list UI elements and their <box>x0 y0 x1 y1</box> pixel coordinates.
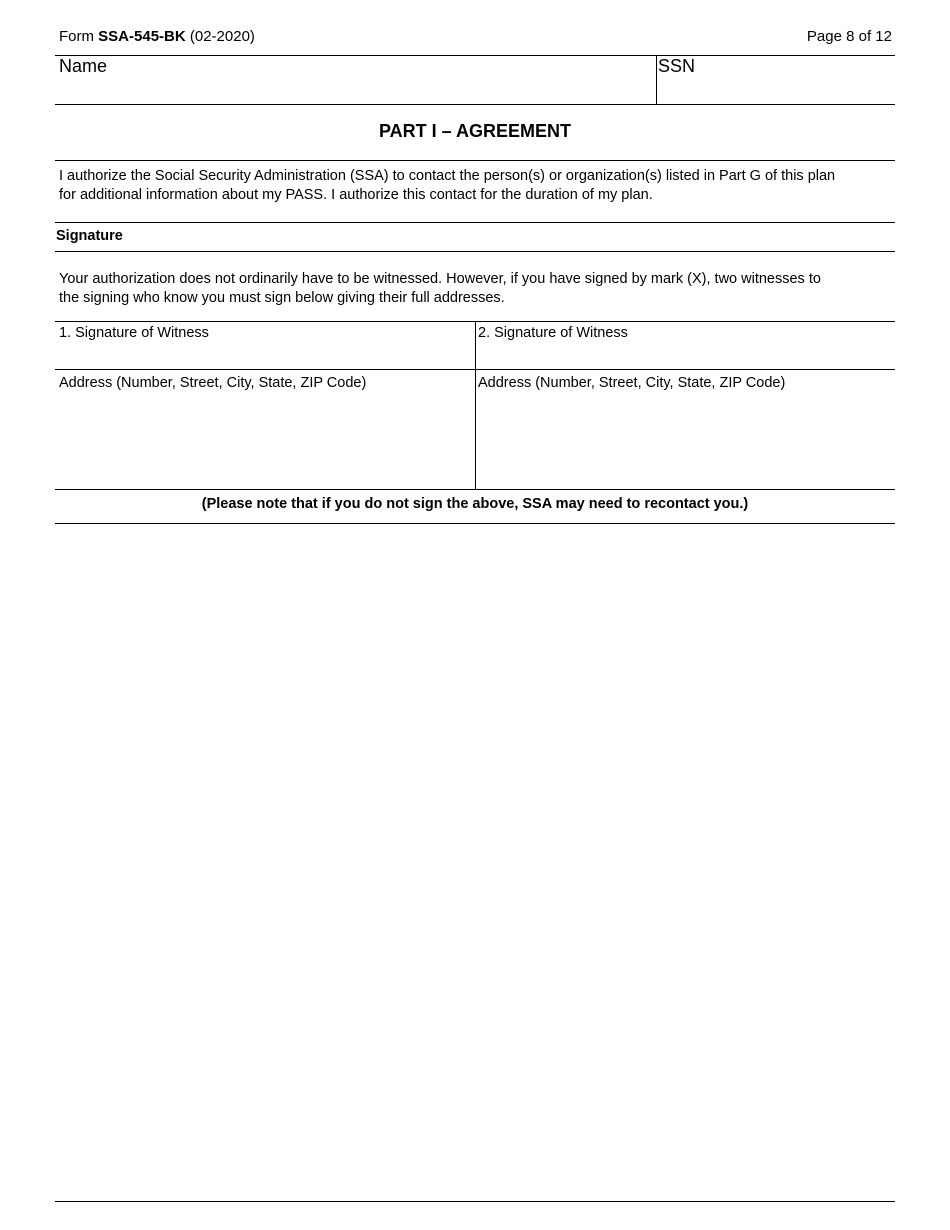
witness-1-signature-field[interactable] <box>57 344 471 368</box>
authorization-line-1: I authorize the Social Security Administration (SSA) to contact the person(s) or organization(s) listed in Part G of this plan <box>59 168 836 184</box>
name-ssn-divider <box>656 55 657 104</box>
recontact-note: (Please note that if you do not sign the above, SSA may need to recontact you.) <box>201 496 749 512</box>
witness-table-bottom-rule <box>55 489 895 490</box>
witness-column-divider <box>475 321 476 489</box>
instructions-line-1: Your authorization does not ordinarily have to be witnessed. However, if you have signed by mark (X), two witnesses to <box>59 271 821 287</box>
witness-2-signature-field[interactable] <box>478 344 892 368</box>
form-number: SSA-545-BK <box>98 28 186 45</box>
authorization-text <box>59 167 895 205</box>
witness-1-address-field[interactable] <box>57 394 471 486</box>
witness-signature-bottom-rule <box>55 369 895 370</box>
agreement-top-rule <box>55 160 895 161</box>
form-date: (02-2020) <box>185 28 255 45</box>
name-field[interactable] <box>57 78 654 102</box>
part-title: PART I – AGREEMENT <box>378 121 571 141</box>
form-identifier <box>59 28 255 45</box>
witness-1-address-label: Address (Number, Street, City, State, ZIP Code) <box>59 375 367 391</box>
note-bottom-rule <box>55 523 895 524</box>
witness-1-signature-label: 1. Signature of Witness <box>59 325 209 341</box>
form-prefix: Form <box>59 28 99 45</box>
witness-2-signature-label: 2. Signature of Witness <box>478 325 628 341</box>
ssn-label: SSN <box>658 56 696 76</box>
witness-2-address-label: Address (Number, Street, City, State, ZIP Code) <box>478 375 786 391</box>
authorization-line-2: for additional information about my PASS. I authorize this contact for the duration of my plan. <box>59 187 653 203</box>
signature-top-rule <box>55 222 895 223</box>
instructions-line-2: the signing who know you must sign below giving their full addresses. <box>59 290 505 306</box>
signature-bottom-rule <box>55 251 895 252</box>
signature-section-label: Signature <box>56 228 123 244</box>
page-indicator: Page 8 of 12 <box>806 28 892 45</box>
top-rule <box>55 55 895 56</box>
footer-rule <box>55 1201 895 1202</box>
name-label: Name <box>59 56 108 76</box>
witness-instructions <box>59 270 895 308</box>
name-row-bottom-rule <box>55 104 895 105</box>
witness-2-address-field[interactable] <box>478 394 892 486</box>
ssn-field[interactable] <box>659 78 893 102</box>
